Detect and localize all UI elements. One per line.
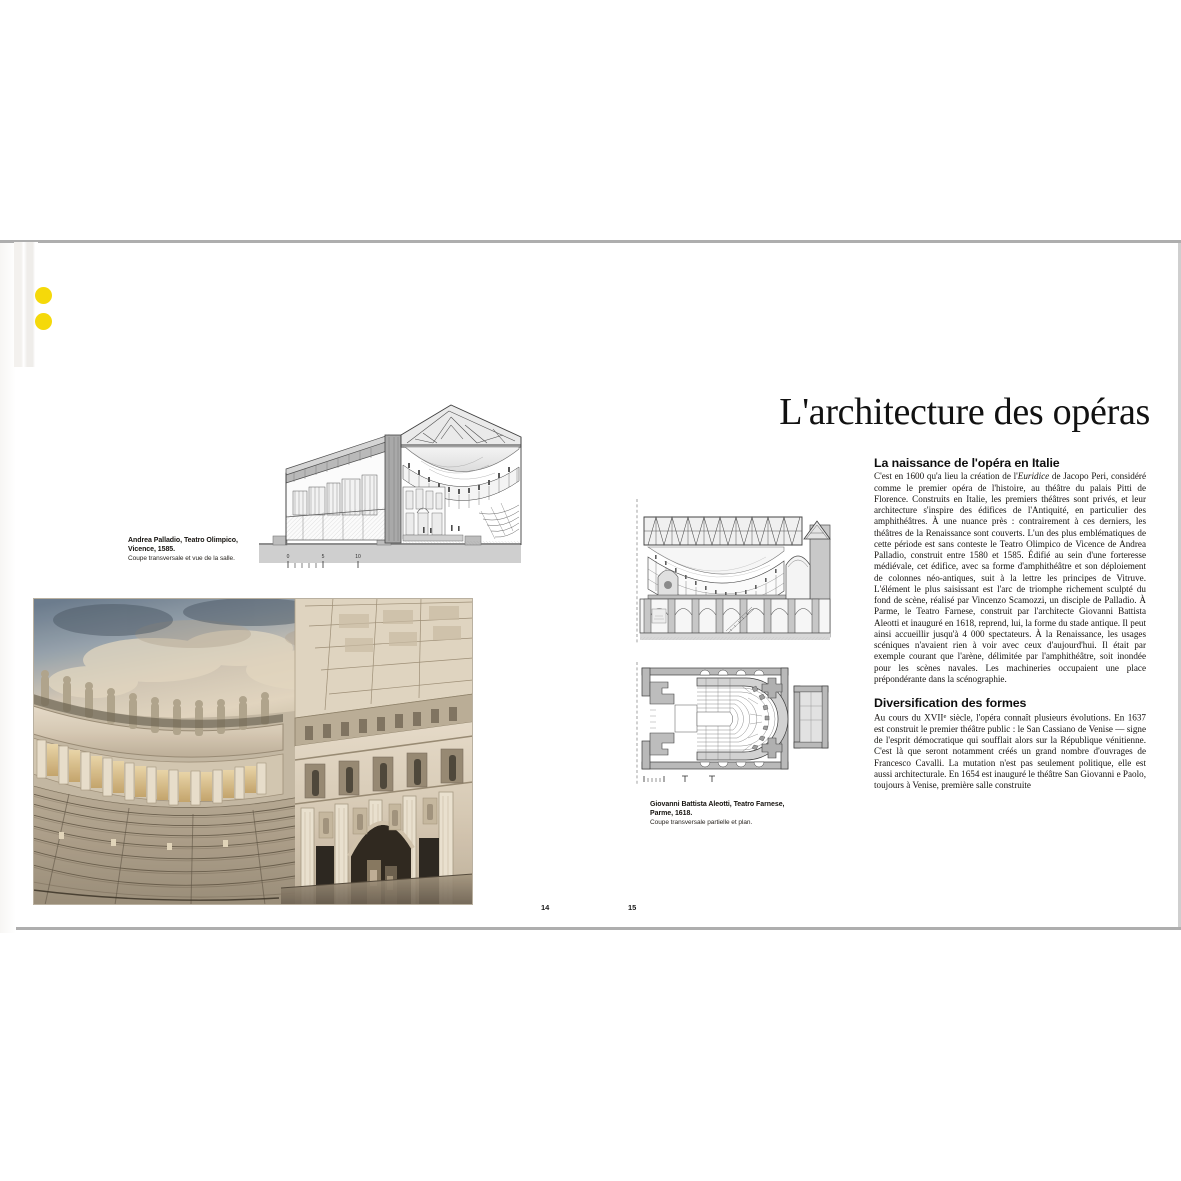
section-body-naissance: C'est en 1600 qu'a lieu la création de l'Euridice de Jacopo Peri, considéré comme le premier opéra de l'histoire, au théâtre du palais Pitti de Florence. Construits en Italie, les premiers théâtres sont privés, et leur architecture s'inspire des édifices de l'Antiquité, en particulier des amphithéâtres. À une nuance près : contrairement à ces derniers, les théâtres de la Renaissance sont couverts. L'un des plus emblématiques de cette période est sans conteste le Teatro Olimpico de Vicence de Andrea Palladio, construit entre 1580 et 1585. Édifié au sein d'une forteresse médiévale, cet édifice, avec sa forme d'amphithéâtre et son déploiement de colonnes néo-antiques, suit à la lettre les principes de Vitruve. L'élément le plus saisissant est l'arc de triomphe richement sculpté du fond de scène, réalisé par Vincenzo Scamozzi, un disciple de Palladio. À Parme, le Teatro Farnese, construit par l'architecte Giovanni Battista Aleotti et inauguré en 1618, reprend, lui, la forme du stade antique. Il peut ainsi accueillir jusqu'à 4 000 spectateurs. À la Renaissance, les usages scéniques n'avaient rien à voir avec ceux d'aujourd'hui. Il était par exemple courant que l'arène, délimitée par l'amphithéâtre, soit inondée pour les scènes navales. Les machineries occupaient une place prépondérante dans la scénographie. — [874, 471, 1146, 684]
binding-gutter-strip — [14, 242, 38, 367]
figure-palladio-photo — [33, 598, 473, 905]
section-heading-diversification: Diversification des formes — [874, 696, 1027, 711]
caption-palladio-title: Andrea Palladio, Teatro Olimpico, Vicence, 1585. — [128, 537, 238, 554]
figure-palladio-section — [237, 395, 527, 575]
yellow-dot-1 — [35, 287, 52, 304]
caption-palladio-subtitle: Coupe transversale et vue de la salle. — [128, 555, 235, 563]
figure-farnese-section — [634, 495, 834, 647]
yellow-dot-2 — [35, 313, 52, 330]
caption-farnese-title: Giovanni Battista Aleotti, Teatro Farnese, Parme, 1618. — [650, 801, 785, 818]
figure-farnese-plan — [634, 660, 834, 788]
article-text-column — [874, 456, 1146, 791]
page-title: L'architecture des opéras — [779, 391, 1150, 433]
page-number-left: 14 — [541, 903, 550, 912]
page-number-right: 15 — [628, 903, 637, 912]
svg-text:0: 0 — [286, 554, 290, 560]
section-heading-naissance: La naissance de l'opéra en Italie — [874, 456, 1060, 470]
caption-farnese — [650, 800, 800, 828]
caption-palladio — [128, 536, 258, 564]
caption-farnese-subtitle: Coupe transversale partielle et plan. — [650, 819, 753, 827]
svg-text:10: 10 — [355, 554, 361, 560]
section-body-diversification: Au cours du XVIIe siècle, l'opéra connaît plusieurs évolutions. En 1637 est construit le premier théâtre public : le San Cassiano de Venise — signe de l'esprit démocratique qui soufflait alors sur la République vénitienne. C'est là que seront notamment créés un grand nombre d'ouvrages de Francesco Cavalli. La mutation n'est pas seulement politique, elle est aussi architecturale. En 1654 est inauguré le théâtre San Giovanni e Paolo, toujours à Venise, première salle construite — [874, 712, 1146, 791]
svg-text:5: 5 — [321, 554, 325, 560]
